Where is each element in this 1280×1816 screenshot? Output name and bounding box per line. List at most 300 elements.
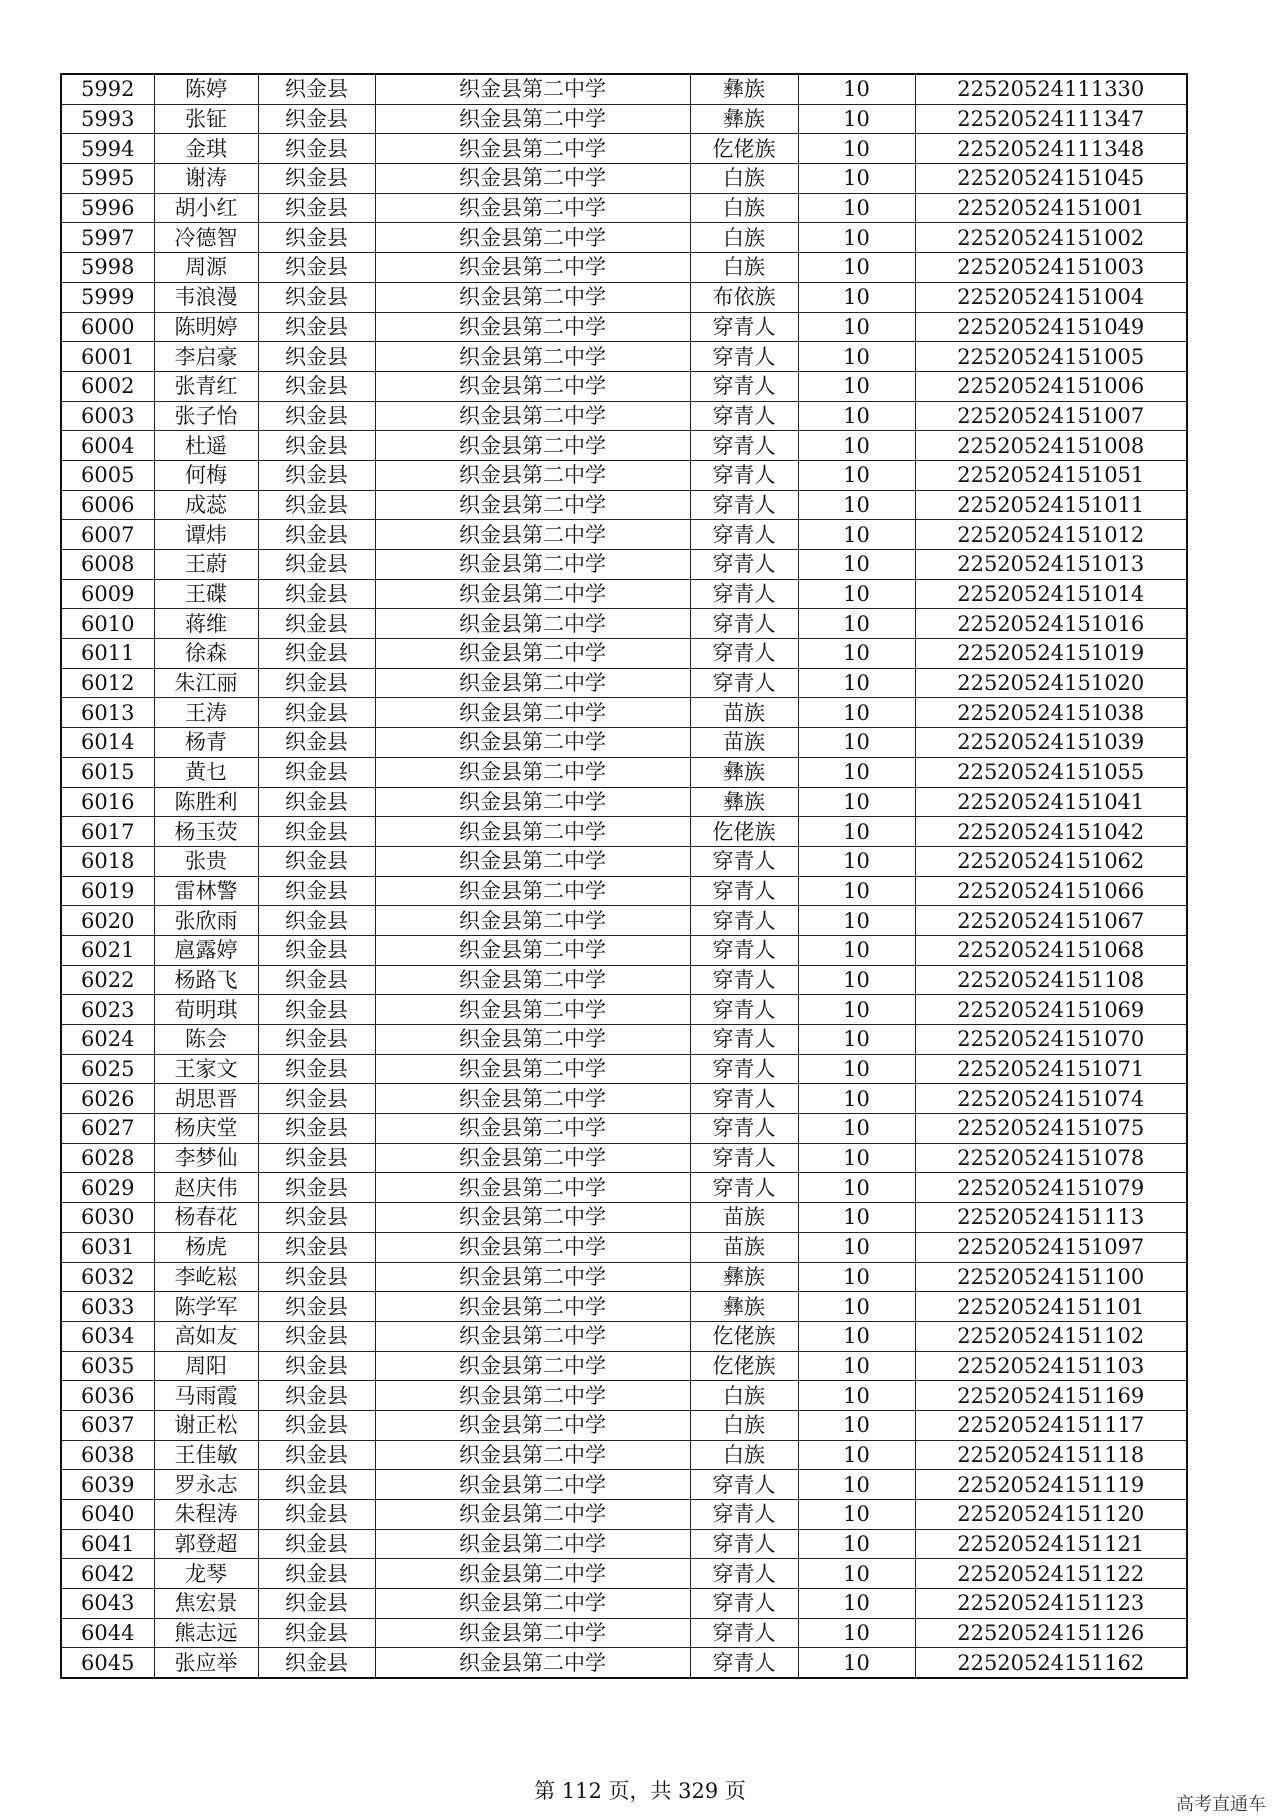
- ethnicity-cell: 白族: [690, 164, 798, 194]
- exam-id-cell: 22520524151003: [915, 253, 1187, 283]
- grade-cell: 10: [798, 74, 915, 104]
- grade-cell: 10: [798, 728, 915, 758]
- table-row: [61, 1381, 1187, 1411]
- school-cell: 织金县第二中学: [375, 431, 690, 461]
- school-cell: 织金县第二中学: [375, 817, 690, 847]
- row-number-cell: 6031: [61, 1232, 154, 1262]
- exam-id-cell: 22520524151078: [915, 1143, 1187, 1173]
- grade-cell: 10: [798, 1589, 915, 1619]
- ethnicity-cell: 穿青人: [690, 995, 798, 1025]
- school-cell: 织金县第二中学: [375, 460, 690, 490]
- school-cell: 织金县第二中学: [375, 134, 690, 164]
- ethnicity-cell: 苗族: [690, 728, 798, 758]
- name-cell: 李梦仙: [154, 1143, 258, 1173]
- grade-cell: 10: [798, 371, 915, 401]
- ethnicity-cell: 彝族: [690, 787, 798, 817]
- row-number-cell: 6018: [61, 846, 154, 876]
- school-cell: 织金县第二中学: [375, 193, 690, 223]
- row-number-cell: 6034: [61, 1321, 154, 1351]
- exam-id-cell: 22520524151012: [915, 520, 1187, 550]
- row-number-cell: 6001: [61, 342, 154, 372]
- exam-id-cell: 22520524151101: [915, 1292, 1187, 1322]
- grade-cell: 10: [798, 698, 915, 728]
- school-cell: 织金县第二中学: [375, 1559, 690, 1589]
- school-cell: 织金县第二中学: [375, 1618, 690, 1648]
- ethnicity-cell: 苗族: [690, 1232, 798, 1262]
- ethnicity-cell: 彝族: [690, 757, 798, 787]
- table-row: [61, 1292, 1187, 1322]
- row-number-cell: 6038: [61, 1440, 154, 1470]
- row-number-cell: 6042: [61, 1559, 154, 1589]
- grade-cell: 10: [798, 1381, 915, 1411]
- name-cell: 王佳敏: [154, 1440, 258, 1470]
- row-number-cell: 5995: [61, 164, 154, 194]
- watermark-text: 高考直通车: [1176, 1794, 1266, 1815]
- exam-id-cell: 22520524151014: [915, 579, 1187, 609]
- name-cell: 谢正松: [154, 1410, 258, 1440]
- table-row: [61, 134, 1187, 164]
- table-row: [61, 431, 1187, 461]
- name-cell: 杨虎: [154, 1232, 258, 1262]
- exam-id-cell: 22520524151102: [915, 1321, 1187, 1351]
- name-cell: 杨庆堂: [154, 1114, 258, 1144]
- exam-id-cell: 22520524151008: [915, 431, 1187, 461]
- ethnicity-cell: 穿青人: [690, 1529, 798, 1559]
- row-number-cell: 6033: [61, 1292, 154, 1322]
- name-cell: 雷林警: [154, 876, 258, 906]
- grade-cell: 10: [798, 1054, 915, 1084]
- school-cell: 织金县第二中学: [375, 1440, 690, 1470]
- row-number-cell: 6000: [61, 312, 154, 342]
- exam-id-cell: 22520524151121: [915, 1529, 1187, 1559]
- county-cell: 织金县: [258, 134, 375, 164]
- table-row: [61, 1559, 1187, 1589]
- county-cell: 织金县: [258, 609, 375, 639]
- ethnicity-cell: 穿青人: [690, 490, 798, 520]
- table-row: [61, 698, 1187, 728]
- grade-cell: 10: [798, 1232, 915, 1262]
- county-cell: 织金县: [258, 1262, 375, 1292]
- name-cell: 杨春花: [154, 1203, 258, 1233]
- row-number-cell: 6016: [61, 787, 154, 817]
- county-cell: 织金县: [258, 490, 375, 520]
- row-number-cell: 6035: [61, 1351, 154, 1381]
- exam-id-cell: 22520524151042: [915, 817, 1187, 847]
- county-cell: 织金县: [258, 1648, 375, 1678]
- grade-cell: 10: [798, 312, 915, 342]
- table-row: [61, 1173, 1187, 1203]
- ethnicity-cell: 穿青人: [690, 1173, 798, 1203]
- name-cell: 陈会: [154, 1025, 258, 1055]
- row-number-cell: 6039: [61, 1470, 154, 1500]
- school-cell: 织金县第二中学: [375, 757, 690, 787]
- table-row: [61, 312, 1187, 342]
- name-cell: 杨青: [154, 728, 258, 758]
- county-cell: 织金县: [258, 431, 375, 461]
- table-row: [61, 1410, 1187, 1440]
- name-cell: 胡思晋: [154, 1084, 258, 1114]
- exam-id-cell: 22520524151007: [915, 401, 1187, 431]
- county-cell: 织金县: [258, 995, 375, 1025]
- exam-id-cell: 22520524151051: [915, 460, 1187, 490]
- county-cell: 织金县: [258, 104, 375, 134]
- ethnicity-cell: 彝族: [690, 104, 798, 134]
- grade-cell: 10: [798, 1648, 915, 1678]
- grade-cell: 10: [798, 1559, 915, 1589]
- grade-cell: 10: [798, 104, 915, 134]
- table-row: [61, 1648, 1187, 1678]
- ethnicity-cell: 穿青人: [690, 1470, 798, 1500]
- grade-cell: 10: [798, 906, 915, 936]
- county-cell: 织金县: [258, 164, 375, 194]
- grade-cell: 10: [798, 668, 915, 698]
- exam-id-cell: 22520524151069: [915, 995, 1187, 1025]
- table-row: [61, 846, 1187, 876]
- school-cell: 织金县第二中学: [375, 342, 690, 372]
- table-row: [61, 1025, 1187, 1055]
- county-cell: 织金县: [258, 1143, 375, 1173]
- table-row: [61, 728, 1187, 758]
- ethnicity-cell: 穿青人: [690, 550, 798, 580]
- exam-id-cell: 22520524151068: [915, 935, 1187, 965]
- table-row: [61, 1589, 1187, 1619]
- school-cell: 织金县第二中学: [375, 668, 690, 698]
- county-cell: 织金县: [258, 1232, 375, 1262]
- table-row: [61, 520, 1187, 550]
- school-cell: 织金县第二中学: [375, 1262, 690, 1292]
- row-number-cell: 5993: [61, 104, 154, 134]
- exam-id-cell: 22520524151039: [915, 728, 1187, 758]
- ethnicity-cell: 穿青人: [690, 1143, 798, 1173]
- row-number-cell: 6036: [61, 1381, 154, 1411]
- school-cell: 织金县第二中学: [375, 371, 690, 401]
- grade-cell: 10: [798, 965, 915, 995]
- table-row: [61, 371, 1187, 401]
- county-cell: 织金县: [258, 1351, 375, 1381]
- exam-id-cell: 22520524151162: [915, 1648, 1187, 1678]
- ethnicity-cell: 穿青人: [690, 1648, 798, 1678]
- name-cell: 王家文: [154, 1054, 258, 1084]
- name-cell: 张应举: [154, 1648, 258, 1678]
- county-cell: 织金县: [258, 876, 375, 906]
- exam-id-cell: 22520524151103: [915, 1351, 1187, 1381]
- grade-cell: 10: [798, 550, 915, 580]
- ethnicity-cell: 穿青人: [690, 935, 798, 965]
- school-cell: 织金县第二中学: [375, 639, 690, 669]
- table-row: [61, 1084, 1187, 1114]
- exam-id-cell: 22520524151066: [915, 876, 1187, 906]
- table-row: [61, 342, 1187, 372]
- exam-id-cell: 22520524151169: [915, 1381, 1187, 1411]
- table-row: [61, 787, 1187, 817]
- exam-id-cell: 22520524151020: [915, 668, 1187, 698]
- table-row: [61, 104, 1187, 134]
- row-number-cell: 6014: [61, 728, 154, 758]
- table-row: [61, 817, 1187, 847]
- table-row: [61, 935, 1187, 965]
- grade-cell: 10: [798, 1529, 915, 1559]
- table-row: [61, 1500, 1187, 1530]
- ethnicity-cell: 穿青人: [690, 1589, 798, 1619]
- school-cell: 织金县第二中学: [375, 164, 690, 194]
- row-number-cell: 5997: [61, 223, 154, 253]
- school-cell: 织金县第二中学: [375, 312, 690, 342]
- page-footer: 第 112 页，共 329 页: [534, 1779, 746, 1803]
- row-number-cell: 6041: [61, 1529, 154, 1559]
- name-cell: 张青红: [154, 371, 258, 401]
- school-cell: 织金县第二中学: [375, 906, 690, 936]
- exam-id-cell: 22520524151013: [915, 550, 1187, 580]
- school-cell: 织金县第二中学: [375, 253, 690, 283]
- county-cell: 织金县: [258, 1470, 375, 1500]
- grade-cell: 10: [798, 1114, 915, 1144]
- county-cell: 织金县: [258, 74, 375, 104]
- name-cell: 张欣雨: [154, 906, 258, 936]
- ethnicity-cell: 仡佬族: [690, 817, 798, 847]
- name-cell: 扈露婷: [154, 935, 258, 965]
- county-cell: 织金县: [258, 312, 375, 342]
- row-number-cell: 6005: [61, 460, 154, 490]
- exam-id-cell: 22520524151002: [915, 223, 1187, 253]
- ethnicity-cell: 布依族: [690, 282, 798, 312]
- ethnicity-cell: 穿青人: [690, 460, 798, 490]
- name-cell: 周阳: [154, 1351, 258, 1381]
- school-cell: 织金县第二中学: [375, 1351, 690, 1381]
- school-cell: 织金县第二中学: [375, 698, 690, 728]
- school-cell: 织金县第二中学: [375, 282, 690, 312]
- name-cell: 王蔚: [154, 550, 258, 580]
- school-cell: 织金县第二中学: [375, 995, 690, 1025]
- grade-cell: 10: [798, 579, 915, 609]
- grade-cell: 10: [798, 1203, 915, 1233]
- ethnicity-cell: 白族: [690, 193, 798, 223]
- county-cell: 织金县: [258, 223, 375, 253]
- row-number-cell: 6019: [61, 876, 154, 906]
- table-row: [61, 579, 1187, 609]
- ethnicity-cell: 穿青人: [690, 965, 798, 995]
- table-row: [61, 1529, 1187, 1559]
- exam-id-cell: 22520524111348: [915, 134, 1187, 164]
- exam-id-cell: 22520524111347: [915, 104, 1187, 134]
- county-cell: 织金县: [258, 817, 375, 847]
- ethnicity-cell: 穿青人: [690, 1500, 798, 1530]
- county-cell: 织金县: [258, 639, 375, 669]
- grade-cell: 10: [798, 846, 915, 876]
- exam-id-cell: 22520524151071: [915, 1054, 1187, 1084]
- table-row: [61, 1114, 1187, 1144]
- row-number-cell: 6025: [61, 1054, 154, 1084]
- exam-id-cell: 22520524151126: [915, 1618, 1187, 1648]
- grade-cell: 10: [798, 1440, 915, 1470]
- county-cell: 织金县: [258, 460, 375, 490]
- county-cell: 织金县: [258, 1084, 375, 1114]
- row-number-cell: 6013: [61, 698, 154, 728]
- county-cell: 织金县: [258, 668, 375, 698]
- table-row: [61, 460, 1187, 490]
- table-row: [61, 876, 1187, 906]
- row-number-cell: 6012: [61, 668, 154, 698]
- row-number-cell: 5992: [61, 74, 154, 104]
- school-cell: 织金县第二中学: [375, 787, 690, 817]
- grade-cell: 10: [798, 342, 915, 372]
- county-cell: 织金县: [258, 579, 375, 609]
- ethnicity-cell: 彝族: [690, 74, 798, 104]
- county-cell: 织金县: [258, 1381, 375, 1411]
- grade-cell: 10: [798, 1500, 915, 1530]
- ethnicity-cell: 白族: [690, 223, 798, 253]
- grade-cell: 10: [798, 995, 915, 1025]
- exam-id-cell: 22520524151041: [915, 787, 1187, 817]
- county-cell: 织金县: [258, 1529, 375, 1559]
- school-cell: 织金县第二中学: [375, 401, 690, 431]
- table-row: [61, 1351, 1187, 1381]
- county-cell: 织金县: [258, 520, 375, 550]
- county-cell: 织金县: [258, 787, 375, 817]
- ethnicity-cell: 仡佬族: [690, 1351, 798, 1381]
- school-cell: 织金县第二中学: [375, 1114, 690, 1144]
- exam-id-cell: 22520524151123: [915, 1589, 1187, 1619]
- ethnicity-cell: 苗族: [690, 1203, 798, 1233]
- grade-cell: 10: [798, 520, 915, 550]
- grade-cell: 10: [798, 1618, 915, 1648]
- name-cell: 高如友: [154, 1321, 258, 1351]
- school-cell: 织金县第二中学: [375, 965, 690, 995]
- grade-cell: 10: [798, 1143, 915, 1173]
- ethnicity-cell: 白族: [690, 1410, 798, 1440]
- name-cell: 熊志远: [154, 1618, 258, 1648]
- county-cell: 织金县: [258, 846, 375, 876]
- name-cell: 陈学军: [154, 1292, 258, 1322]
- school-cell: 织金县第二中学: [375, 1143, 690, 1173]
- name-cell: 谢涛: [154, 164, 258, 194]
- name-cell: 荀明琪: [154, 995, 258, 1025]
- row-number-cell: 6011: [61, 639, 154, 669]
- ethnicity-cell: 仡佬族: [690, 134, 798, 164]
- exam-id-cell: 22520524151113: [915, 1203, 1187, 1233]
- name-cell: 郭登超: [154, 1529, 258, 1559]
- row-number-cell: 6028: [61, 1143, 154, 1173]
- exam-id-cell: 22520524151049: [915, 312, 1187, 342]
- county-cell: 织金县: [258, 906, 375, 936]
- exam-id-cell: 22520524151016: [915, 609, 1187, 639]
- row-number-cell: 6006: [61, 490, 154, 520]
- row-number-cell: 6021: [61, 935, 154, 965]
- ethnicity-cell: 穿青人: [690, 1114, 798, 1144]
- roster-body: [61, 74, 1187, 1678]
- ethnicity-cell: 穿青人: [690, 846, 798, 876]
- table-row: [61, 74, 1187, 104]
- grade-cell: 10: [798, 876, 915, 906]
- row-number-cell: 6026: [61, 1084, 154, 1114]
- grade-cell: 10: [798, 1173, 915, 1203]
- school-cell: 织金县第二中学: [375, 1470, 690, 1500]
- school-cell: 织金县第二中学: [375, 1025, 690, 1055]
- exam-id-cell: 22520524151011: [915, 490, 1187, 520]
- exam-id-cell: 22520524151108: [915, 965, 1187, 995]
- exam-id-cell: 22520524151119: [915, 1470, 1187, 1500]
- table-row: [61, 1262, 1187, 1292]
- name-cell: 王碟: [154, 579, 258, 609]
- grade-cell: 10: [798, 431, 915, 461]
- exam-id-cell: 22520524151118: [915, 1440, 1187, 1470]
- school-cell: 织金县第二中学: [375, 1321, 690, 1351]
- name-cell: 李屹崧: [154, 1262, 258, 1292]
- exam-id-cell: 22520524151005: [915, 342, 1187, 372]
- county-cell: 织金县: [258, 935, 375, 965]
- ethnicity-cell: 穿青人: [690, 609, 798, 639]
- row-number-cell: 6030: [61, 1203, 154, 1233]
- county-cell: 织金县: [258, 371, 375, 401]
- table-row: [61, 253, 1187, 283]
- school-cell: 织金县第二中学: [375, 223, 690, 253]
- table-row: [61, 609, 1187, 639]
- school-cell: 织金县第二中学: [375, 1084, 690, 1114]
- school-cell: 织金县第二中学: [375, 1589, 690, 1619]
- row-number-cell: 6022: [61, 965, 154, 995]
- ethnicity-cell: 穿青人: [690, 401, 798, 431]
- name-cell: 朱江丽: [154, 668, 258, 698]
- table-row: [61, 223, 1187, 253]
- ethnicity-cell: 白族: [690, 253, 798, 283]
- county-cell: 织金县: [258, 698, 375, 728]
- name-cell: 谭炜: [154, 520, 258, 550]
- ethnicity-cell: 穿青人: [690, 906, 798, 936]
- exam-id-cell: 22520524151079: [915, 1173, 1187, 1203]
- county-cell: 织金县: [258, 253, 375, 283]
- name-cell: 杜遥: [154, 431, 258, 461]
- county-cell: 织金县: [258, 1410, 375, 1440]
- name-cell: 杨路飞: [154, 965, 258, 995]
- ethnicity-cell: 穿青人: [690, 431, 798, 461]
- ethnicity-cell: 白族: [690, 1440, 798, 1470]
- name-cell: 韦浪漫: [154, 282, 258, 312]
- table-row: [61, 1470, 1187, 1500]
- county-cell: 织金县: [258, 342, 375, 372]
- school-cell: 织金县第二中学: [375, 1500, 690, 1530]
- name-cell: 陈婷: [154, 74, 258, 104]
- table-row: [61, 1618, 1187, 1648]
- ethnicity-cell: 穿青人: [690, 668, 798, 698]
- school-cell: 织金县第二中学: [375, 550, 690, 580]
- school-cell: 织金县第二中学: [375, 935, 690, 965]
- school-cell: 织金县第二中学: [375, 1648, 690, 1678]
- county-cell: 织金县: [258, 757, 375, 787]
- county-cell: 织金县: [258, 1203, 375, 1233]
- name-cell: 冷德智: [154, 223, 258, 253]
- row-number-cell: 6029: [61, 1173, 154, 1203]
- county-cell: 织金县: [258, 282, 375, 312]
- ethnicity-cell: 穿青人: [690, 1025, 798, 1055]
- name-cell: 周源: [154, 253, 258, 283]
- grade-cell: 10: [798, 490, 915, 520]
- table-row: [61, 906, 1187, 936]
- ethnicity-cell: 穿青人: [690, 312, 798, 342]
- school-cell: 织金县第二中学: [375, 1054, 690, 1084]
- exam-id-cell: 22520524151117: [915, 1410, 1187, 1440]
- school-cell: 织金县第二中学: [375, 74, 690, 104]
- county-cell: 织金县: [258, 1025, 375, 1055]
- name-cell: 罗永志: [154, 1470, 258, 1500]
- school-cell: 织金县第二中学: [375, 104, 690, 134]
- grade-cell: 10: [798, 1470, 915, 1500]
- county-cell: 织金县: [258, 728, 375, 758]
- name-cell: 张子怡: [154, 401, 258, 431]
- row-number-cell: 6003: [61, 401, 154, 431]
- exam-id-cell: 22520524151120: [915, 1500, 1187, 1530]
- row-number-cell: 6009: [61, 579, 154, 609]
- name-cell: 陈明婷: [154, 312, 258, 342]
- row-number-cell: 6032: [61, 1262, 154, 1292]
